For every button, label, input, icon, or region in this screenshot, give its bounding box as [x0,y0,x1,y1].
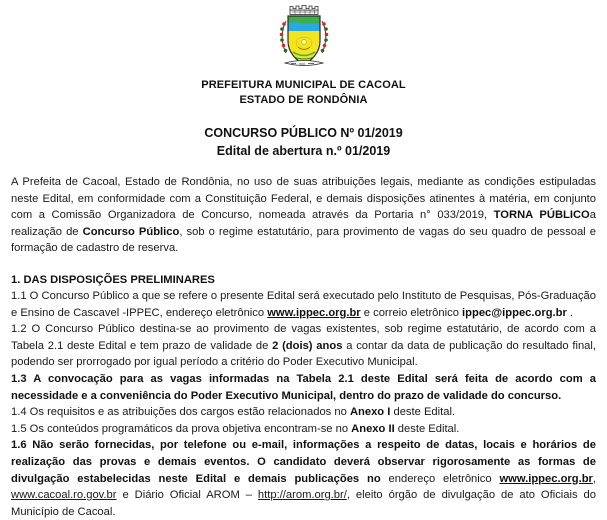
document-body [0,174,607,520]
clause-1-6-text-2: , [592,472,596,485]
org-title-line-1: PREFEITURA MUNICIPAL DE CACOAL [201,79,406,91]
section-heading-1: 1. DAS DISPOSIÇÕES PRELIMINARES [11,273,215,286]
link-cacoal-site[interactable]: www.cacoal.ro.gov.br [11,489,117,502]
spacer [11,257,596,272]
clause-1-6-bold-lead: 1.6 Não serão fornecidas, por telefone ou e-mail, informações a respeito de datas, locais e horários de realização das provas e demais eventos. O candidato deverá observar rigorosamente as formas de divulgação estabelecidas neste Edital e demais publicações no [11,439,596,485]
clause-1-4-bold-anexo-i: Anexo I [349,406,391,419]
emblem-container [0,0,607,74]
cacoal-coat-of-arms-icon [276,4,332,74]
clause-1-2-text-2: a contar da data de publicação do resultado final, podendo ser prorrogado por igual período a critério do Poder Executivo Municipal. [11,339,596,369]
clause-1-2-text-1: 1.2 O Concurso Público destina-se ao provimento de vagas existentes, sob regime estatutário, de acordo com a Tabela 2.1 deste Edital e tem prazo de validade de [11,323,596,352]
page-title: CONCURSO PÚBLICO Nº 01/2019 [204,126,403,140]
clause-1-1 [11,288,596,321]
clause-1-1-text-1: 1.1 O Concurso Público a que se refere o presente Edital será executado pelo Instituto de Pesquisas, Pós-Graduação e Ensino de Cascavel -IPPEC, endereço eletrônico [11,289,596,319]
clause-1-4 [11,404,596,421]
intro-bold-torna-publico: TORNA PÚBLICO [493,209,590,222]
clause-1-2-bold-validade: 2 (dois) anos [272,339,343,352]
link-ippec-site-1[interactable]: www.ippec.org.br [267,306,361,319]
clause-1-6-text-4: , eleito órgão de divulgação de ato Oficiais do Município de Cacoal. [11,489,596,518]
link-ippec-site-2[interactable]: www.ippec.org.br [499,472,593,485]
intro-text-3: , sob o regime estatutário, para provimento de vagas do seu quadro de pessoal e formação de cadastro de reserva. [11,225,596,255]
clause-1-6-text-3: e Diário Oficial AROM – [116,489,258,502]
clause-1-5-bold-anexo-ii: Anexo II [351,422,395,435]
document-subtitle: Edital de abertura n.º 01/2019 [216,144,391,158]
link-arom-site[interactable]: http://arom.org.br/ [257,489,347,502]
clause-1-5-text-1: 1.5 Os conteúdos programáticos da prova objetiva encontram-se no [11,422,352,435]
clause-1-3 [11,371,596,404]
intro-text-2: a realização de [11,209,596,238]
organization-title [0,78,607,108]
clause-1-5-text-2: deste Edital. [394,422,460,435]
clause-1-2 [11,321,596,371]
document-title-block [0,124,607,160]
clause-1-5 [11,421,596,438]
clause-1-1-text-3: . [566,306,574,319]
clause-1-6 [11,437,596,520]
email-ippec: ippec@ippec.org.br [462,306,567,319]
clause-1-6-text-1: endereço eletrônico [388,472,500,485]
clause-1-4-text-1: 1.4 Os requisitos e as atribuições dos cargos estão relacionados no [11,406,350,419]
org-title-line-2: ESTADO DE RONDÔNIA [239,94,368,106]
clause-1-3-text: 1.3 A convocação para as vagas informadas na Tabela 2.1 deste Edital será feita de acordo com a necessidade e a conveniência do Poder Executivo Municipal, dentro do prazo de validade do concurso. [11,372,596,402]
intro-text-1: A Prefeita de Cacoal, Estado de Rondônia, no uso de suas atribuições legais, mediante as condições estipuladas neste Edital, em conformidade com a Constituição Federal, e demais disposições atinentes à matéria, em conjunto com a Comissão Organizadora de Concurso, nomeada através da Portaria n° 033/2019, [11,176,596,222]
clause-1-1-text-2: e correio eletrônico [360,306,463,319]
clause-1-4-text-2: deste Edital. [390,406,456,419]
intro-paragraph [11,174,596,257]
intro-bold-concurso-publico: Concurso Público [82,225,180,238]
